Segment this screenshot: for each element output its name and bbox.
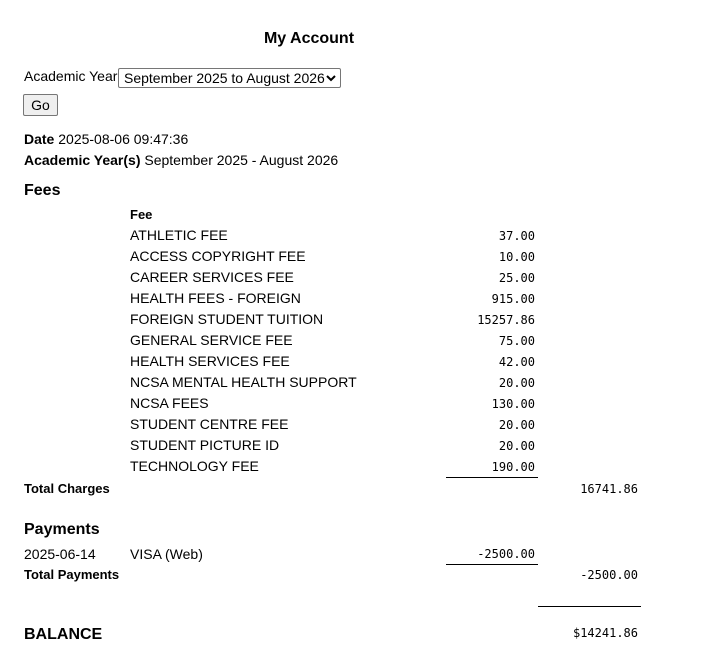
date-label: Date	[24, 131, 55, 147]
fee-name: CAREER SERVICES FEE	[130, 269, 294, 285]
fee-amount: 130.00	[491, 397, 535, 411]
academic-years-label: Academic Year(s)	[24, 152, 141, 168]
fee-amount: 42.00	[498, 355, 535, 369]
chevron-down-icon	[326, 69, 336, 93]
balance-label: BALANCE	[24, 626, 103, 643]
balance-rule	[538, 606, 641, 607]
statement-academic-years	[24, 152, 338, 168]
go-button[interactable]: Go	[23, 94, 58, 116]
total-charges-value: 16741.86	[580, 482, 638, 496]
fee-amount: 25.00	[498, 271, 535, 285]
fee-amount: 75.00	[498, 334, 535, 348]
fee-amount: 37.00	[498, 229, 535, 243]
fee-name: HEALTH SERVICES FEE	[130, 353, 290, 369]
fees-subtotal-rule	[446, 477, 538, 478]
fee-amount: 10.00	[498, 250, 535, 264]
fee-name: TECHNOLOGY FEE	[130, 458, 259, 474]
fee-name: STUDENT PICTURE ID	[130, 437, 280, 453]
fee-name: NCSA FEES	[130, 395, 209, 411]
fee-name: HEALTH FEES - FOREIGN	[130, 290, 301, 306]
date-value: 2025-08-06 09:47:36	[58, 131, 189, 147]
fee-amount: 20.00	[498, 376, 535, 390]
payments-heading: Payments	[24, 521, 100, 538]
page-title: My Account	[263, 30, 355, 47]
academic-years-value: September 2025 - August 2026	[144, 152, 339, 168]
fee-name: FOREIGN STUDENT TUITION	[130, 311, 324, 327]
fee-name: GENERAL SERVICE FEE	[130, 332, 293, 348]
fee-name: STUDENT CENTRE FEE	[130, 416, 289, 432]
total-payments-value: -2500.00	[580, 568, 638, 582]
academic-year-select[interactable]	[118, 68, 341, 88]
fee-name: NCSA MENTAL HEALTH SUPPORT	[130, 374, 357, 390]
statement-date	[24, 131, 188, 147]
fee-amount: 190.00	[491, 460, 535, 474]
fee-name: ATHLETIC FEE	[130, 227, 228, 243]
fee-amount: 915.00	[491, 292, 535, 306]
fees-heading: Fees	[24, 182, 61, 199]
total-charges-label: Total Charges	[24, 481, 110, 496]
fee-amount: 20.00	[498, 418, 535, 432]
academic-year-label: Academic Year	[24, 68, 118, 84]
payment-date: 2025-06-14	[24, 546, 96, 562]
fee-amount: 20.00	[498, 439, 535, 453]
fee-amount: 15257.86	[477, 313, 535, 327]
payments-subtotal-rule	[446, 564, 538, 565]
academic-year-selected-value: September 2025 to August 2026	[124, 70, 325, 86]
fee-name: ACCESS COPYRIGHT FEE	[130, 248, 306, 264]
payment-amount: -2500.00	[477, 547, 535, 561]
fee-column-header: Fee	[130, 207, 153, 222]
balance-value: $14241.86	[572, 626, 638, 640]
total-payments-label: Total Payments	[24, 567, 120, 582]
payment-method: VISA (Web)	[130, 546, 203, 562]
